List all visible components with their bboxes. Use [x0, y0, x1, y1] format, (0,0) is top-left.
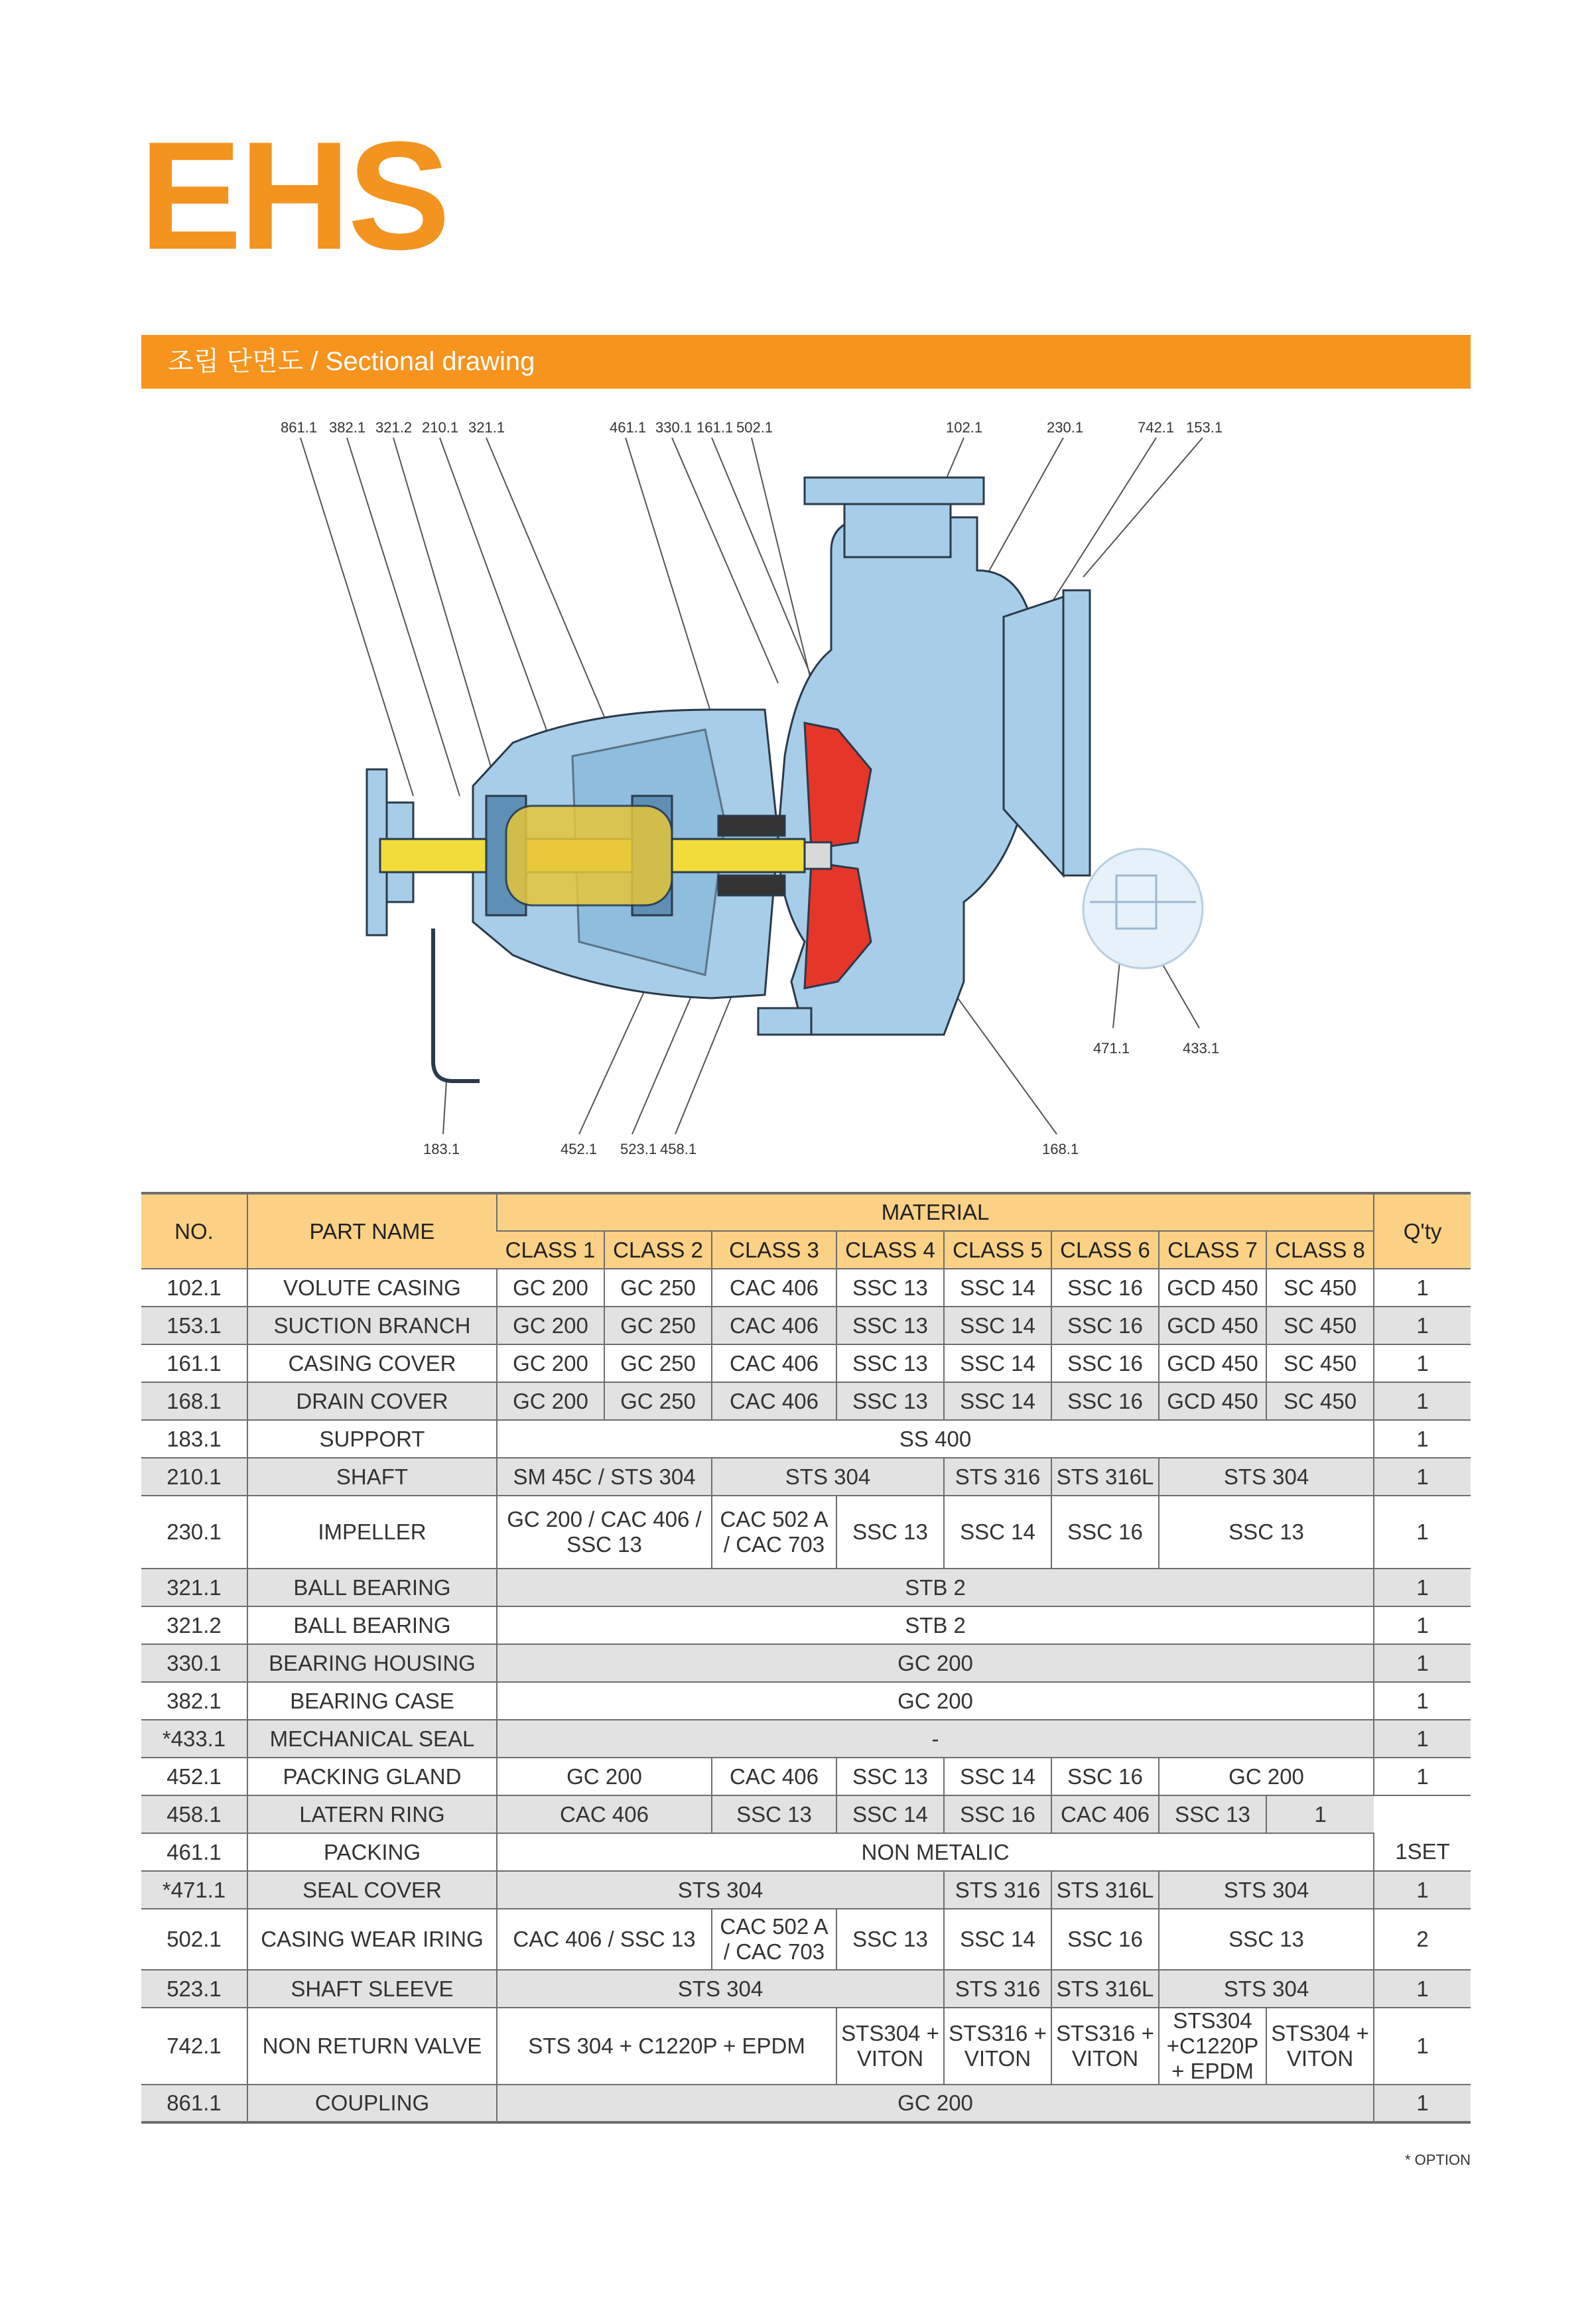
material-cell: STS 316L [1051, 1970, 1159, 2008]
material-cell: SSC 13 [1159, 1496, 1374, 1569]
material-cell: GC 250 [604, 1344, 712, 1382]
part-name: PACKING GLAND [247, 1758, 497, 1795]
material-cell: STS 316L [1051, 1871, 1159, 1909]
part-number: 321.2 [141, 1606, 247, 1644]
material-cell: GCD 450 [1159, 1269, 1266, 1307]
material-cell: SM 45C / STS 304 [497, 1458, 712, 1496]
part-number: 382.1 [141, 1682, 247, 1720]
quantity: 1 [1374, 2008, 1471, 2085]
part-name: NON RETURN VALVE [247, 2008, 497, 2085]
material-cell: GC 200 [497, 1344, 604, 1382]
material-cell: GCD 450 [1159, 1344, 1266, 1382]
section-title: 조립 단면도 / Sectional drawing [168, 347, 535, 376]
label-458-1: 458.1 [660, 1141, 697, 1157]
part-name: BALL BEARING [247, 1606, 497, 1644]
header-part-name: PART NAME [247, 1193, 497, 1269]
part-number: *471.1 [141, 1871, 247, 1909]
material-cell: SSC 13 [836, 1496, 944, 1569]
material-cell: STS 304 [1159, 1458, 1374, 1496]
part-number: 523.1 [141, 1970, 247, 2008]
label-161-1: 161.1 [696, 419, 734, 436]
material-cell: GCD 450 [1159, 1382, 1266, 1420]
material-cell: GC 250 [604, 1382, 712, 1420]
material-cell: GC 200 [1159, 1758, 1374, 1795]
header-material: MATERIAL [497, 1193, 1374, 1231]
part-name: BEARING HOUSING [247, 1644, 497, 1682]
quantity: 1 [1374, 1458, 1471, 1496]
part-number: 102.1 [141, 1269, 247, 1307]
material-cell: SC 450 [1266, 1344, 1374, 1382]
table-row [141, 1970, 1471, 2008]
material-cell: STS304 + VITON [836, 2008, 944, 2085]
material-cell: GC 200 [497, 2085, 1374, 2122]
table-row [141, 1871, 1471, 1909]
part-name: COUPLING [247, 2085, 497, 2122]
table-row [141, 1909, 1471, 1970]
material-cell: SSC 13 [836, 1307, 944, 1344]
material-cell: STS316 + VITON [944, 2008, 1051, 2085]
material-cell: SSC 14 [944, 1909, 1051, 1970]
label-452-1: 452.1 [561, 1141, 598, 1157]
material-cell: SSC 16 [1051, 1909, 1159, 1970]
material-cell: STS304 + VITON [1266, 2008, 1374, 2085]
label-210-1: 210.1 [422, 419, 459, 436]
table-row [141, 1382, 1471, 1420]
part-name: VOLUTE CASING [247, 1269, 497, 1307]
material-cell: SS 400 [497, 1420, 1374, 1458]
quantity: 2 [1374, 1909, 1471, 1970]
material-cell: SSC 13 [836, 1382, 944, 1420]
table-row [141, 1644, 1471, 1682]
quantity: 1 [1374, 1496, 1471, 1569]
table-row [141, 2008, 1471, 2085]
table-row [141, 1496, 1471, 1569]
quantity: 1 [1374, 1970, 1471, 2008]
material-cell: SSC 14 [944, 1344, 1051, 1382]
material-cell: SSC 16 [1051, 1382, 1159, 1420]
material-cell: SC 450 [1266, 1382, 1374, 1420]
parts-material-table [141, 1192, 1471, 2124]
quantity: 1 [1374, 1307, 1471, 1344]
material-cell: CAC 406 [712, 1382, 836, 1420]
label-461-1: 461.1 [610, 419, 647, 436]
label-382-1: 382.1 [329, 419, 366, 436]
header-class-3: CLASS 3 [712, 1231, 836, 1269]
material-cell: STS 304 [1159, 1871, 1374, 1909]
label-523-1: 523.1 [620, 1141, 657, 1157]
material-cell: SSC 16 [1051, 1496, 1159, 1569]
quantity: 1 [1266, 1795, 1374, 1833]
material-cell: STS304 +C1220P + EPDM [1159, 2008, 1266, 2085]
section-header [141, 335, 1471, 389]
part-name: IMPELLER [247, 1496, 497, 1569]
part-number: 161.1 [141, 1344, 247, 1382]
material-cell: SSC 13 [1159, 1795, 1266, 1833]
drawing-labels-bottom [423, 1040, 1219, 1157]
material-cell: SSC 13 [1159, 1909, 1374, 1970]
material-cell: SSC 14 [944, 1382, 1051, 1420]
table-row [141, 1833, 1471, 1871]
material-cell: STS 304 [497, 1871, 944, 1909]
part-number: 861.1 [141, 2085, 247, 2122]
label-861-1: 861.1 [281, 419, 318, 436]
label-321-2: 321.2 [375, 419, 413, 436]
material-cell: SC 450 [1266, 1307, 1374, 1344]
material-cell: SSC 16 [1051, 1758, 1159, 1795]
part-number: 321.1 [141, 1569, 247, 1606]
quantity: 1 [1374, 1344, 1471, 1382]
part-name: SUCTION BRANCH [247, 1307, 497, 1344]
label-168-1: 168.1 [1042, 1141, 1079, 1157]
header-class-5: CLASS 5 [944, 1231, 1051, 1269]
part-name: SHAFT SLEEVE [247, 1970, 497, 2008]
material-cell: STS 304 [1159, 1970, 1374, 2008]
label-742-1: 742.1 [1138, 419, 1175, 436]
label-330-1: 330.1 [655, 419, 693, 436]
table-row [141, 1569, 1471, 1606]
material-cell: CAC 406 [712, 1307, 836, 1344]
part-name: DRAIN COVER [247, 1382, 497, 1420]
part-name: BEARING CASE [247, 1682, 497, 1720]
part-name: CASING WEAR IRING [247, 1909, 497, 1970]
label-433-1: 433.1 [1183, 1040, 1220, 1057]
material-cell: SSC 16 [1051, 1344, 1159, 1382]
material-cell: SC 450 [1266, 1269, 1374, 1307]
label-102-1: 102.1 [946, 419, 983, 436]
material-cell: SSC 13 [836, 1909, 944, 1970]
table-row [141, 1458, 1471, 1496]
material-cell: STS 316L [1051, 1458, 1159, 1496]
part-number: *433.1 [141, 1720, 247, 1758]
material-cell: SSC 14 [944, 1307, 1051, 1344]
quantity: 1 [1374, 1871, 1471, 1909]
part-number: 742.1 [141, 2008, 247, 2085]
material-cell: STS 316 [944, 1871, 1051, 1909]
material-cell: GC 200 [497, 1269, 604, 1307]
header-class-7: CLASS 7 [1159, 1231, 1266, 1269]
part-name: SHAFT [247, 1458, 497, 1496]
part-number: 461.1 [141, 1833, 247, 1871]
table-row [141, 1682, 1471, 1720]
part-number: 168.1 [141, 1382, 247, 1420]
material-cell: GC 200 [497, 1758, 712, 1795]
quantity: 1 [1374, 1606, 1471, 1644]
table-row [141, 1269, 1471, 1307]
quantity: 1 [1374, 1758, 1471, 1795]
part-number: 210.1 [141, 1458, 247, 1496]
part-number: 153.1 [141, 1307, 247, 1344]
material-cell: SSC 14 [944, 1758, 1051, 1795]
page-title: EHS [139, 110, 448, 282]
part-number: 502.1 [141, 1909, 247, 1970]
material-cell: CAC 406 [712, 1269, 836, 1307]
sectional-drawing [141, 398, 1471, 1174]
table-row [141, 1758, 1471, 1795]
quantity: 1 [1374, 1644, 1471, 1682]
material-cell: STS 316 [944, 1458, 1051, 1496]
material-cell: CAC 406 [712, 1758, 836, 1795]
material-cell: CAC 406 [712, 1344, 836, 1382]
header-qty: Q'ty [1374, 1193, 1471, 1269]
material-cell: STS 316 [944, 1970, 1051, 2008]
material-cell: CAC 502 A / CAC 703 [712, 1909, 836, 1970]
material-cell: SSC 16 [1051, 1307, 1159, 1344]
material-cell: GCD 450 [1159, 1307, 1266, 1344]
label-321-1: 321.1 [468, 419, 505, 436]
pump-section-svg [141, 398, 1471, 1174]
table-row [141, 1307, 1471, 1344]
part-name: LATERN RING [247, 1795, 497, 1833]
table-row [141, 1344, 1471, 1382]
part-number: 230.1 [141, 1496, 247, 1569]
seal-detail-circle [1083, 849, 1203, 968]
table-row [141, 1420, 1471, 1458]
material-cell: STB 2 [497, 1569, 1374, 1606]
quantity: 1 [1374, 2085, 1471, 2122]
material-cell: SSC 16 [1051, 1269, 1159, 1307]
table-row [141, 1720, 1471, 1758]
part-name: MECHANICAL SEAL [247, 1720, 497, 1758]
quantity: 1 [1374, 1269, 1471, 1307]
material-cell: STS 304 + C1220P + EPDM [497, 2008, 836, 2085]
quantity: 1 [1374, 1569, 1471, 1606]
material-cell: GC 250 [604, 1269, 712, 1307]
quantity: 1 [1374, 1682, 1471, 1720]
material-cell: GC 200 [497, 1682, 1374, 1720]
drawing-labels-top [281, 419, 1223, 436]
quantity: 1 [1374, 1382, 1471, 1420]
material-cell: SSC 13 [836, 1758, 944, 1795]
material-cell: SSC 13 [836, 1344, 944, 1382]
quantity: 1 [1374, 1720, 1471, 1758]
material-cell: SSC 14 [944, 1269, 1051, 1307]
label-183-1: 183.1 [423, 1141, 460, 1157]
material-cell: GC 200 [497, 1644, 1374, 1682]
part-number: 330.1 [141, 1644, 247, 1682]
part-name: BALL BEARING [247, 1569, 497, 1606]
header-class-6: CLASS 6 [1051, 1231, 1159, 1269]
part-number: 452.1 [141, 1758, 247, 1795]
material-cell: SSC 14 [944, 1496, 1051, 1569]
material-cell: CAC 406 [1051, 1795, 1159, 1833]
table-row [141, 1606, 1471, 1644]
part-number: 183.1 [141, 1420, 247, 1458]
material-cell: CAC 502 A / CAC 703 [712, 1496, 836, 1569]
quantity: 1SET [1374, 1833, 1471, 1871]
option-footnote: * OPTION [1404, 2152, 1471, 2168]
header-class-2: CLASS 2 [604, 1231, 712, 1269]
material-cell: STS316 + VITON [1051, 2008, 1159, 2085]
material-cell: NON METALIC [497, 1833, 1374, 1871]
label-502-1: 502.1 [736, 419, 773, 436]
label-153-1: 153.1 [1186, 419, 1223, 436]
header-class-1: CLASS 1 [497, 1231, 604, 1269]
material-cell: SSC 13 [712, 1795, 836, 1833]
part-name: SUPPORT [247, 1420, 497, 1458]
part-name: SEAL COVER [247, 1871, 497, 1909]
part-number: 458.1 [141, 1795, 247, 1833]
material-cell: SSC 16 [944, 1795, 1051, 1833]
material-cell: GC 250 [604, 1307, 712, 1344]
material-cell: SSC 13 [836, 1269, 944, 1307]
part-name: PACKING [247, 1833, 497, 1871]
header-class-8: CLASS 8 [1266, 1231, 1374, 1269]
material-cell: - [497, 1720, 1374, 1758]
material-cell: CAC 406 [497, 1795, 712, 1833]
material-cell: GC 200 / CAC 406 / SSC 13 [497, 1496, 712, 1569]
material-cell: GC 200 [497, 1307, 604, 1344]
part-name: CASING COVER [247, 1344, 497, 1382]
label-230-1: 230.1 [1047, 419, 1084, 436]
material-cell: STB 2 [497, 1606, 1374, 1644]
material-cell: CAC 406 / SSC 13 [497, 1909, 712, 1970]
header-class-4: CLASS 4 [836, 1231, 944, 1269]
quantity: 1 [1374, 1420, 1471, 1458]
header-no: NO. [141, 1193, 247, 1269]
material-cell: SSC 14 [836, 1795, 944, 1833]
table-row [141, 2085, 1471, 2122]
material-cell: STS 304 [497, 1970, 944, 2008]
material-cell: STS 304 [712, 1458, 944, 1496]
label-471-1: 471.1 [1093, 1040, 1130, 1057]
material-cell: GC 200 [497, 1382, 604, 1420]
table-row [141, 1795, 1471, 1833]
